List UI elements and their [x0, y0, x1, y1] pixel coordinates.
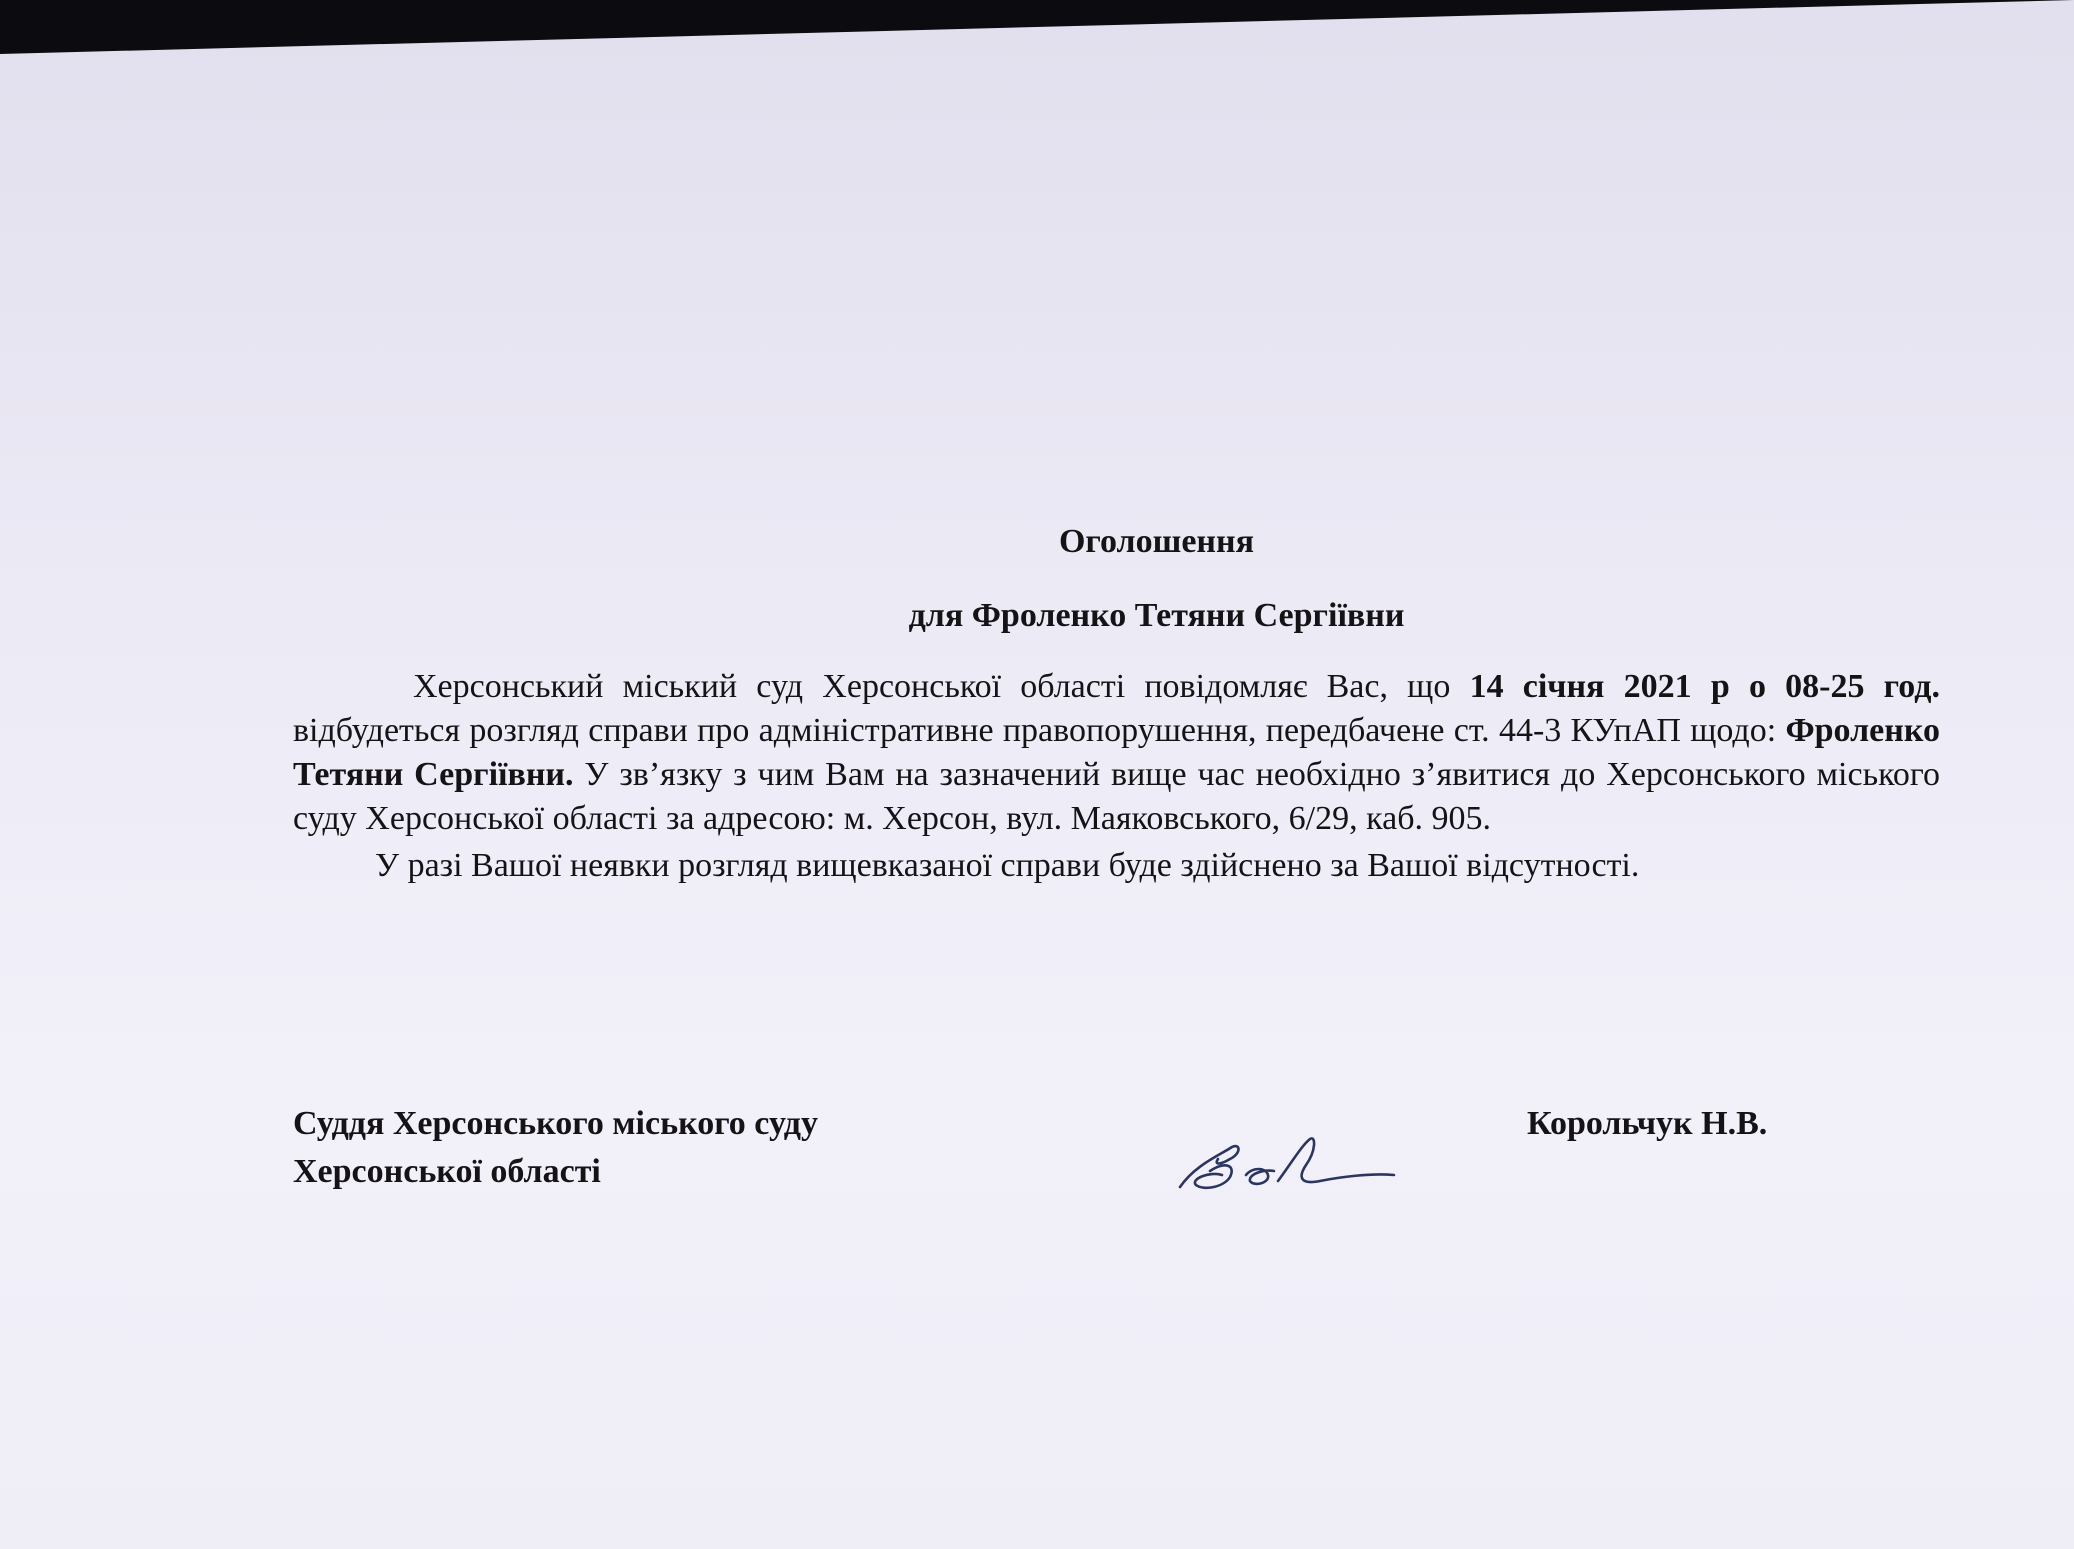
document-title: Оголошення: [1058, 523, 1255, 560]
defendant-name: Фроленко Тетяни Сергіївни.: [293, 712, 1940, 793]
judge-position: [293, 1100, 993, 1196]
document-addressee: для Фроленко Тетяни Сергіївни: [908, 597, 1405, 634]
hearing-date: 14 січня 2021 р о 08-25 год.: [1469, 668, 1940, 705]
paragraph-text: У зв’язку з чим Вам на зазначений вище час необхідно з’явитися до Херсонського міського суду Херсонської області за адресою: м. Херсон, вул. Маяковського, 6/29, каб. 905.: [293, 756, 1940, 837]
notice-paragraph-1: [293, 665, 1940, 841]
handwritten-signature: [1170, 1125, 1400, 1205]
paragraph-text: Херсонський міський суд Херсонської області повідомляє Вас, що: [413, 668, 1470, 705]
paragraph-text: відбудеться розгляд справи про адміністративне правопорушення, передбачене ст. 44-3 КУпАП щодо:: [293, 712, 1786, 749]
judge-name: Корольчук Н.В.: [1527, 1105, 1768, 1142]
notice-paragraph-2: У разі Вашої неявки розгляд вищевказаної справи буде здійснено за Вашої відсутності.: [375, 847, 1640, 884]
position-line-2: Херсонської області: [293, 1153, 601, 1190]
notice-text: [293, 665, 1940, 891]
document-body: [293, 520, 1940, 891]
position-line-1: Суддя Херсонського міського суду: [293, 1105, 819, 1142]
